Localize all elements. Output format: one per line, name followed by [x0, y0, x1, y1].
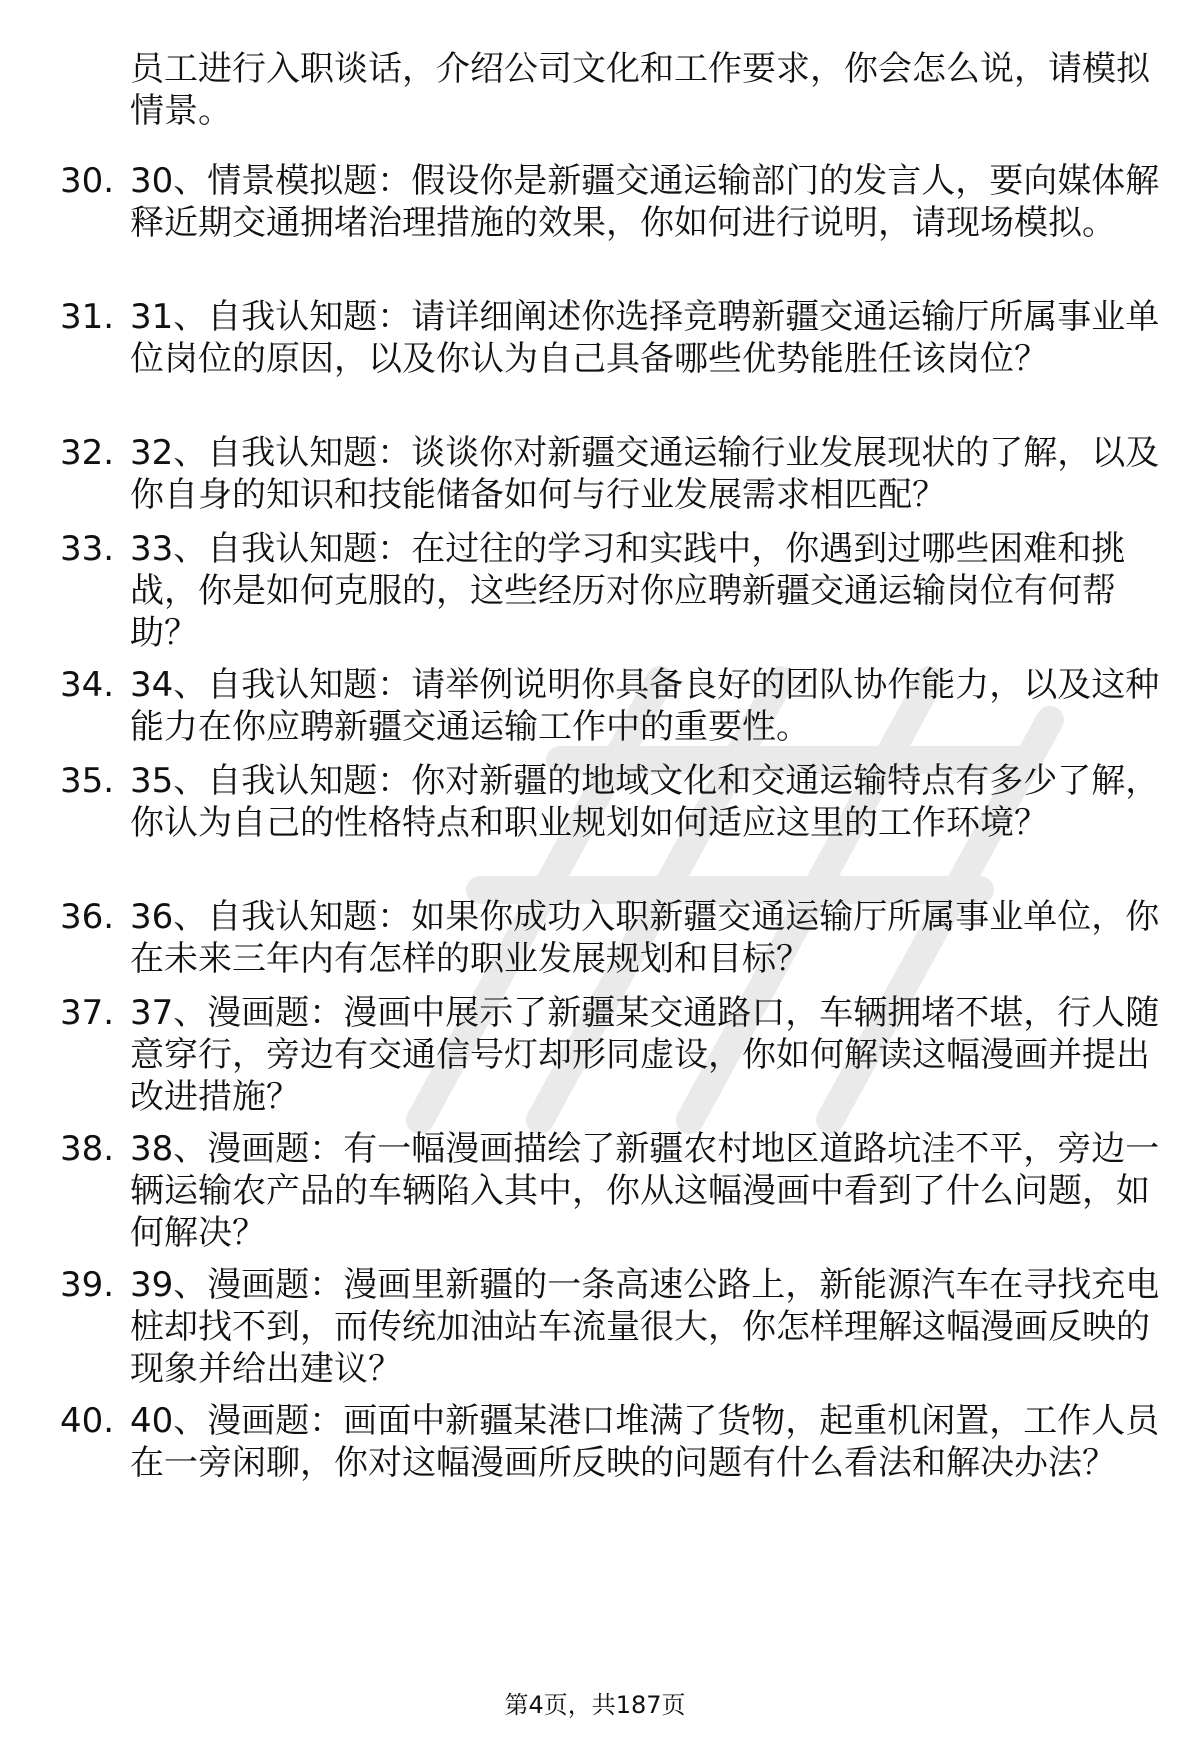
question-text: 33、自我认知题：在过往的学习和实践中，你遇到过哪些困难和挑战，你是如何克服的，这些经历对你应聘新疆交通运输岗位有何帮助？	[130, 529, 1126, 653]
question-text: 38、漫画题：有一幅漫画描绘了新疆农村地区道路坑洼不平，旁边一辆运输农产品的车辆陷入其中，你从这幅漫画中看到了什么问题，如何解决？	[130, 1129, 1160, 1253]
question-number: 37.	[60, 993, 115, 1033]
question-number: 31.	[60, 297, 115, 337]
question-number: 33.	[60, 529, 115, 569]
question-text: 36、自我认知题：如果你成功入职新疆交通运输厅所属事业单位，你在未来三年内有怎样的职业发展规划和目标？	[130, 897, 1160, 979]
question-number: 39.	[60, 1265, 115, 1305]
question-number: 34.	[60, 665, 115, 705]
question-number: 32.	[60, 433, 115, 473]
question-number: 38.	[60, 1129, 115, 1169]
question-number: 30.	[60, 161, 115, 201]
question-text: 37、漫画题：漫画中展示了新疆某交通路口，车辆拥堵不堪，行人随意穿行，旁边有交通信号灯却形同虚设，你如何解读这幅漫画并提出改进措施？	[130, 993, 1160, 1117]
question-number: 36.	[60, 897, 115, 937]
question-text: 32、自我认知题：谈谈你对新疆交通运输行业发展现状的了解，以及你自身的知识和技能储备如何与行业发展需求相匹配？	[130, 433, 1160, 515]
question-text: 39、漫画题：漫画里新疆的一条高速公路上，新能源汽车在寻找充电桩却找不到，而传统加油站车流量很大，你怎样理解这幅漫画反映的现象并给出建议？	[130, 1265, 1160, 1389]
question-text: 30、情景模拟题：假设你是新疆交通运输部门的发言人，要向媒体解释近期交通拥堵治理措施的效果，你如何进行说明，请现场模拟。	[130, 161, 1160, 243]
page-footer: 第4页，共187页	[504, 1691, 686, 1719]
question-text: 31、自我认知题：请详细阐述你选择竞聘新疆交通运输厅所属事业单位岗位的原因，以及你认为自己具备哪些优势能胜任该岗位？	[130, 297, 1160, 379]
question-text: 40、漫画题：画面中新疆某港口堆满了货物，起重机闲置，工作人员在一旁闲聊，你对这幅漫画所反映的问题有什么看法和解决办法？	[130, 1401, 1160, 1483]
question-text: 34、自我认知题：请举例说明你具备良好的团队协作能力，以及这种能力在你应聘新疆交通运输工作中的重要性。	[130, 665, 1160, 747]
question-number: 35.	[60, 761, 115, 801]
question-text: 35、自我认知题：你对新疆的地域文化和交通运输特点有多少了解，你认为自己的性格特点和职业规划如何适应这里的工作环境？	[130, 761, 1160, 843]
question-number: 40.	[60, 1401, 115, 1441]
continuation-text: 员工进行入职谈话，介绍公司文化和工作要求，你会怎么说，请模拟情景。	[130, 49, 1150, 131]
